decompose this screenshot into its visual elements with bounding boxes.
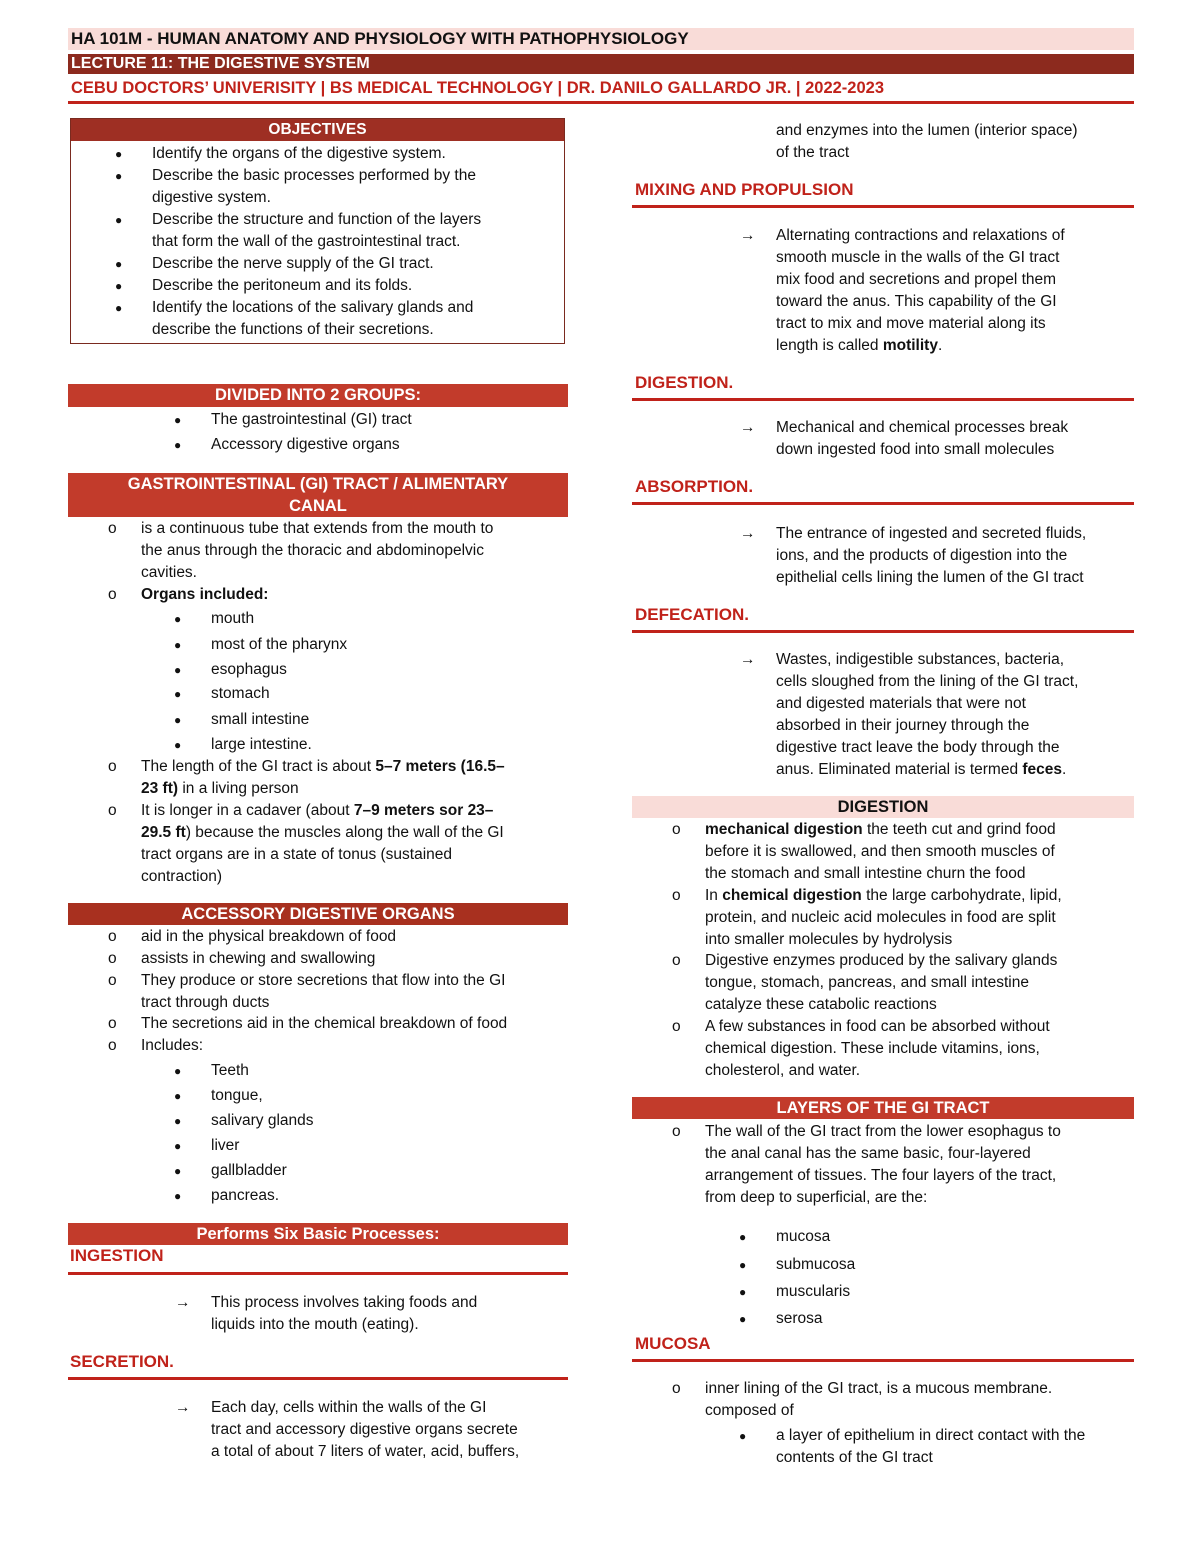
accessory-point: They produce or store secretions that flow into the GI <box>141 972 506 989</box>
defecation-text: digestive tract leave the body through the <box>776 739 1060 756</box>
accessory-point: The secretions aid in the chemical breakdown of food <box>141 1015 508 1032</box>
accessory-point: Includes: <box>141 1037 204 1054</box>
secretion-title: SECRETION. <box>70 1352 174 1371</box>
mucosa-sub: a layer of epithelium in direct contact with the <box>776 1427 1086 1444</box>
layer-item: mucosa <box>776 1228 831 1245</box>
bullet-icon: ● <box>174 713 182 727</box>
defecation-text: and digested materials that were not <box>776 695 1026 712</box>
organs-label: Organs included: <box>141 586 269 603</box>
mixing-text: tract to mix and move material along its <box>776 315 1046 332</box>
university-info: CEBU DOCTORS’ UNIVERISITY | BS MEDICAL TECHNOLOGY | DR. DANILO GALLARDO JR. | 2022-2023 <box>71 79 885 97</box>
secretion-text: Each day, cells within the walls of the GI <box>211 1399 487 1416</box>
ingestion-text: This process involves taking foods and <box>211 1294 478 1311</box>
objective-item: ● Describe the peritoneum and its folds. <box>71 275 564 297</box>
accessory-point: assists in chewing and swallowing <box>141 950 376 967</box>
cadaver-text: contraction) <box>141 868 222 885</box>
bullet-icon: ● <box>739 1230 747 1244</box>
circle-marker: o <box>672 887 681 904</box>
bullet-icon: ● <box>174 1114 182 1128</box>
circle-marker: o <box>108 802 117 819</box>
arrow-icon: → <box>740 419 756 436</box>
absorption-text: The entrance of ingested and secreted fluids, <box>776 525 1087 542</box>
defecation-text: absorbed in their journey through the <box>776 717 1030 734</box>
digestion-point: Digestive enzymes produced by the salivary glands <box>705 952 1058 969</box>
digestion-point: catalyze these catabolic reactions <box>705 996 937 1013</box>
bullet-icon: ● <box>739 1312 747 1326</box>
accessory-point: aid in the physical breakdown of food <box>141 928 397 945</box>
layers-text: the anal canal has the same basic, four-layered <box>705 1145 1031 1162</box>
bullet-icon: ● <box>174 638 182 652</box>
bullet-icon: ● <box>174 1164 182 1178</box>
digestion-point: protein, and nucleic acid molecules in food are split <box>705 909 1056 926</box>
mixing-divider <box>632 205 1134 208</box>
objective-item-cont: that form the wall of the gastrointestinal tract. <box>152 233 461 250</box>
circle-marker: o <box>108 520 117 537</box>
layers-text: The wall of the GI tract from the lower esophagus to <box>705 1123 1061 1140</box>
digestion-text: Mechanical and chemical processes break <box>776 419 1069 436</box>
course-title: HA 101M - HUMAN ANATOMY AND PHYSIOLOGY WITH PATHOPHYSIOLOGY <box>68 28 1134 50</box>
digestion-process-title: DIGESTION. <box>635 373 734 392</box>
bullet-icon: ● <box>739 1429 747 1443</box>
bullet-icon: ● <box>115 147 123 161</box>
cadaver-text: 29.5 ft) because the muscles along the wall of the GI <box>141 824 504 841</box>
digestion-point: before it is swallowed, and then smooth muscles of <box>705 843 1055 860</box>
digestion-divider <box>632 398 1134 401</box>
bullet-icon: ● <box>174 1064 182 1078</box>
bullet-icon: ● <box>174 413 182 427</box>
layers-text: from deep to superficial, are the: <box>705 1189 928 1206</box>
secretion-text: a total of about 7 liters of water, acid, buffers, <box>211 1443 520 1460</box>
objective-item: ● Identify the organs of the digestive system. <box>71 143 564 165</box>
digestion-point: In chemical digestion the large carbohydrate, lipid, <box>705 887 1062 904</box>
defecation-title: DEFECATION. <box>635 605 749 624</box>
defecation-text: anus. Eliminated material is termed feces. <box>776 761 1067 778</box>
circle-marker: o <box>108 586 117 603</box>
ingestion-text: liquids into the mouth (eating). <box>211 1316 419 1333</box>
arrow-icon: → <box>740 227 756 244</box>
gi-length-text: The length of the GI tract is about 5–7 meters (16.5– <box>141 758 505 775</box>
objective-item-cont: digestive system. <box>152 189 271 206</box>
gi-tract-heading-line: CANAL <box>289 497 347 515</box>
mucosa-title: MUCOSA <box>635 1334 711 1353</box>
secretion-divider <box>68 1377 568 1380</box>
digestion-point: chemical digestion. These include vitamins, ions, <box>705 1040 1040 1057</box>
objectives-box <box>70 118 565 344</box>
accessory-heading: ACCESSORY DIGESTIVE ORGANS <box>68 903 568 925</box>
bullet-icon: ● <box>115 257 123 271</box>
bullet-icon: ● <box>174 612 182 626</box>
secretion-text: tract and accessory digestive organs secrete <box>211 1421 518 1438</box>
digestion-point: mechanical digestion the teeth cut and grind food <box>705 821 1056 838</box>
circle-marker: o <box>672 1123 681 1140</box>
organ-item: most of the pharynx <box>211 636 348 653</box>
digestion-text: down ingested food into small molecules <box>776 441 1055 458</box>
bullet-icon: ● <box>739 1285 747 1299</box>
group-item: Accessory digestive organs <box>211 436 400 453</box>
cadaver-text: It is longer in a cadaver (about 7–9 meters sor 23– <box>141 802 494 819</box>
bullet-icon: ● <box>115 213 123 227</box>
mucosa-divider <box>632 1359 1134 1362</box>
mucosa-text: composed of <box>705 1402 794 1419</box>
mixing-title: MIXING AND PROPULSION <box>635 180 854 199</box>
objective-item-cont: describe the functions of their secretions. <box>152 321 434 338</box>
bullet-icon: ● <box>115 301 123 315</box>
gi-length-text: 23 ft) in a living person <box>141 780 299 797</box>
digestion-point: the stomach and small intestine churn the food <box>705 865 1026 882</box>
mucosa-text: inner lining of the GI tract, is a mucous membrane. <box>705 1380 1053 1397</box>
digestion-point: tongue, stomach, pancreas, and small intestine <box>705 974 1029 991</box>
digestion-point: cholesterol, and water. <box>705 1062 861 1079</box>
circle-marker: o <box>108 928 117 945</box>
bullet-icon: ● <box>115 169 123 183</box>
bullet-icon: ● <box>174 1189 182 1203</box>
objective-item: ● Identify the locations of the salivary glands and <box>71 297 564 319</box>
circle-marker: o <box>108 1037 117 1054</box>
header-divider <box>68 101 1134 104</box>
organ-item: large intestine. <box>211 736 312 753</box>
organ-item: small intestine <box>211 711 310 728</box>
include-item: Teeth <box>211 1062 249 1079</box>
circle-marker: o <box>672 952 681 969</box>
secretion-text: and enzymes into the lumen (interior space) <box>776 122 1078 139</box>
include-item: salivary glands <box>211 1112 314 1129</box>
bullet-icon: ● <box>174 738 182 752</box>
layer-item: serosa <box>776 1310 823 1327</box>
gi-tract-heading-line: GASTROINTESTINAL (GI) TRACT / ALIMENTARY <box>127 475 509 493</box>
bullet-icon: ● <box>174 1089 182 1103</box>
mixing-text: smooth muscle in the walls of the GI tract <box>776 249 1060 266</box>
mixing-text: Alternating contractions and relaxations of <box>776 227 1065 244</box>
ingestion-divider <box>68 1272 568 1275</box>
include-item: pancreas. <box>211 1187 280 1204</box>
secretion-text: of the tract <box>776 144 850 161</box>
absorption-divider <box>632 502 1134 505</box>
ingestion-title: INGESTION <box>70 1246 164 1265</box>
layer-item: muscularis <box>776 1283 851 1300</box>
digestion-point: A few substances in food can be absorbed without <box>705 1018 1050 1035</box>
absorption-text: epithelial cells lining the lumen of the GI tract <box>776 569 1084 586</box>
organ-item: esophagus <box>211 661 287 678</box>
gi-text: the anus through the thoracic and abdominopelvic <box>141 542 484 559</box>
circle-marker: o <box>108 950 117 967</box>
circle-marker: o <box>672 1380 681 1397</box>
objectives-list <box>71 143 564 341</box>
bullet-icon: ● <box>174 663 182 677</box>
bullet-icon: ● <box>174 1139 182 1153</box>
circle-marker: o <box>672 1018 681 1035</box>
arrow-icon: → <box>740 525 756 542</box>
defecation-text: cells sloughed from the lining of the GI tract, <box>776 673 1079 690</box>
bullet-icon: ● <box>739 1258 747 1272</box>
include-item: liver <box>211 1137 240 1154</box>
bullet-icon: ● <box>174 438 182 452</box>
arrow-icon: → <box>740 651 756 668</box>
circle-marker: o <box>108 1015 117 1032</box>
absorption-title: ABSORPTION. <box>635 477 754 496</box>
mixing-text: toward the anus. This capability of the GI <box>776 293 1057 310</box>
mucosa-sub: contents of the GI tract <box>776 1449 933 1466</box>
absorption-text: ions, and the products of digestion into the <box>776 547 1068 564</box>
groups-heading: DIVIDED INTO 2 GROUPS: <box>68 384 568 407</box>
organ-item: stomach <box>211 685 270 702</box>
gi-text: cavities. <box>141 564 197 581</box>
gi-text: is a continuous tube that extends from the mouth to <box>141 520 494 537</box>
objective-item: ● Describe the nerve supply of the GI tract. <box>71 253 564 275</box>
defecation-text: Wastes, indigestible substances, bacteria, <box>776 651 1065 668</box>
circle-marker: o <box>108 972 117 989</box>
objective-item: ● Describe the basic processes performed by the <box>71 165 564 187</box>
layers-heading: LAYERS OF THE GI TRACT <box>632 1097 1134 1119</box>
mixing-text: mix food and secretions and propel them <box>776 271 1057 288</box>
digestion-point: into smaller molecules by hydrolysis <box>705 931 953 948</box>
defecation-divider <box>632 630 1134 633</box>
objectives-title: OBJECTIVES <box>71 119 564 141</box>
arrow-icon: → <box>175 1399 191 1416</box>
circle-marker: o <box>108 758 117 775</box>
bullet-icon: ● <box>174 687 182 701</box>
lecture-title: LECTURE 11: THE DIGESTIVE SYSTEM <box>68 54 1134 74</box>
group-item: The gastrointestinal (GI) tract <box>211 411 412 428</box>
include-item: gallbladder <box>211 1162 287 1179</box>
circle-marker: o <box>672 821 681 838</box>
layer-item: submucosa <box>776 1256 856 1273</box>
cadaver-text: tract organs are in a state of tonus (sustained <box>141 846 453 863</box>
objective-item: ● Describe the structure and function of the layers <box>71 209 564 231</box>
arrow-icon: → <box>175 1294 191 1311</box>
gi-tract-heading <box>68 473 568 517</box>
organ-item: mouth <box>211 610 255 627</box>
processes-heading: Performs Six Basic Processes: <box>68 1223 568 1245</box>
accessory-point: tract through ducts <box>141 994 270 1011</box>
layers-text: arrangement of tissues. The four layers of the tract, <box>705 1167 1057 1184</box>
bullet-icon: ● <box>115 279 123 293</box>
digestion-heading: DIGESTION <box>632 796 1134 818</box>
include-item: tongue, <box>211 1087 263 1104</box>
mixing-text: length is called motility. <box>776 337 943 354</box>
